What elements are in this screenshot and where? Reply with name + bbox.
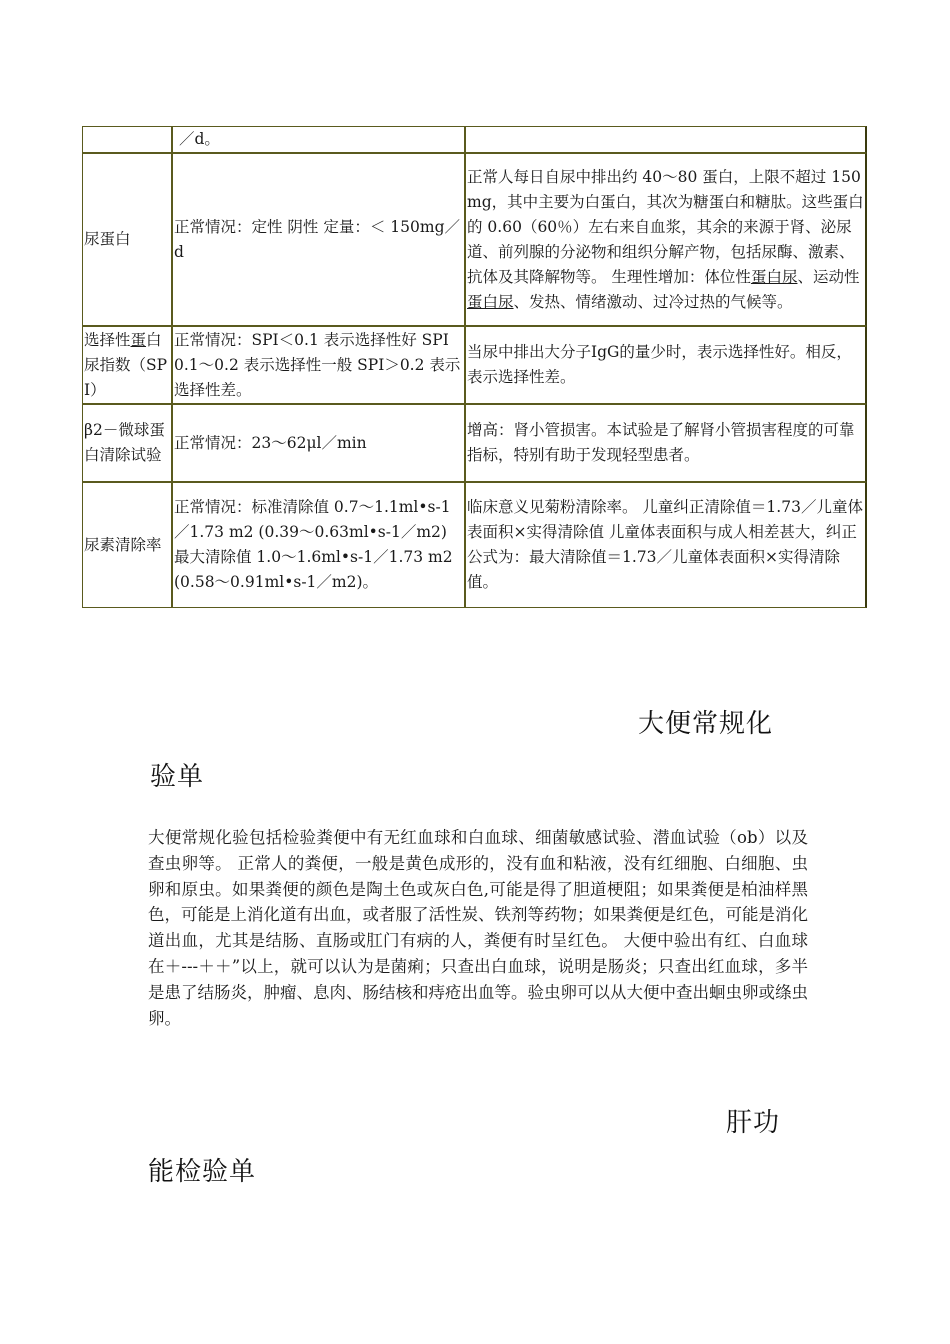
table-row <box>82 326 867 404</box>
proteinuria-link: 蛋白尿 <box>750 267 798 286</box>
clinical-meaning-cell <box>465 126 867 153</box>
normal-range-cell: 正常情况：标准清除值 0.7～1.1ml•s-1／1.73 m2 (0.39～0.63ml•s-1／m2) 最大清除值 1.0～1.6ml•s-1／1.73 m2 (0.58～0.91ml•s-1／m2)。 <box>172 482 465 608</box>
normal-range-cell: 正常情况：定性 阴性 定量：＜ 150mg／d <box>172 153 465 326</box>
stool-test-title-part2: 验单 <box>150 762 205 792</box>
lab-table <box>82 126 867 608</box>
test-name-cell <box>82 326 172 404</box>
meaning-text: 正常人每日自尿中排出约 40～80 蛋白，上限不超过 150mg，其中主要为白蛋白，其次为糖蛋白和糖肽。这些蛋白的 0.60（60％）左右来自血浆，其余的来源于肾、泌尿道、前列腺的分泌物和组织分解产物，包括尿酶、激素、抗体及其降解物等。 生理性增加：体位性 <box>467 167 864 286</box>
meaning-text: 、运动性 <box>797 267 860 286</box>
liver-test-title-part1: 肝功 <box>726 1108 781 1138</box>
test-name-cell: 尿蛋白 <box>82 153 172 326</box>
meaning-text: 、发热、情绪激动、过冷过热的气候等。 <box>513 292 793 311</box>
clinical-meaning-cell <box>465 153 867 326</box>
normal-range-cell: 正常情况：SPI＜0.1 表示选择性好 SPI0.1～0.2 表示选择性一般 SPI＞0.2 表示选择性差。 <box>172 326 465 404</box>
name-text: 选择性 <box>84 330 131 349</box>
stool-test-title-part1: 大便常规化 <box>638 709 774 739</box>
test-name-cell: 尿素清除率 <box>82 482 172 608</box>
table-row <box>82 153 867 326</box>
clinical-meaning-cell: 临床意义见菊粉清除率。 儿童纠正清除值＝1.73／儿童体表面积×实得清除值 儿童体表面积与成人相差甚大，纠正公式为：最大清除值＝1.73／儿童体表面积×实得清除值。 <box>465 482 867 608</box>
liver-test-title-part2: 能检验单 <box>148 1157 257 1187</box>
normal-range-cell: ／d。 <box>172 126 465 153</box>
clinical-meaning-cell: 增高：肾小管损害。本试验是了解肾小管损害程度的可靠指标，特别有助于发现轻型患者。 <box>465 404 867 482</box>
name-text-underlined: 蛋 <box>130 330 147 349</box>
proteinuria-link: 蛋白尿 <box>467 292 514 311</box>
stool-test-paragraph: 大便常规化验包括检验粪便中有无红血球和白血球、细菌敏感试验、潜血试验（ob）以及查虫卵等。 正常人的粪便，一般是黄色成形的，没有血和粘液，没有红细胞、白细胞、虫卵和原虫。如果粪便的颜色是陶土色或灰白色,可能是得了胆道梗阻；如果粪便是柏油样黑色，可能是上消化道有出血，或者服了活性炭、铁剂等药物；如果粪便是红色，可能是消化道出血，尤其是结肠、直肠或肛门有病的人，粪便有时呈红色。 大便中验出有红、白血球在＋---＋＋”以上，就可以认为是菌痢；只查出白血球，说明是肠炎；只查出红血球，多半是患了结肠炎，肿瘤、息肉、肠结核和痔疮出血等。验虫卵可以从大便中查出蛔虫卵或绦虫卵。 <box>148 828 808 1028</box>
test-name-cell: β2－微球蛋白清除试验 <box>82 404 172 482</box>
table-row <box>82 404 867 482</box>
table-row <box>82 482 867 608</box>
name-text: 白尿指数（SPI） <box>84 330 168 399</box>
table-row <box>82 126 867 153</box>
test-name-cell <box>82 126 172 153</box>
normal-range-cell: 正常情况：23～62μl／min <box>172 404 465 482</box>
lab-test-table <box>82 126 869 608</box>
clinical-meaning-cell: 当尿中排出大分子IgG的量少时，表示选择性好。相反，表示选择性差。 <box>465 326 867 404</box>
